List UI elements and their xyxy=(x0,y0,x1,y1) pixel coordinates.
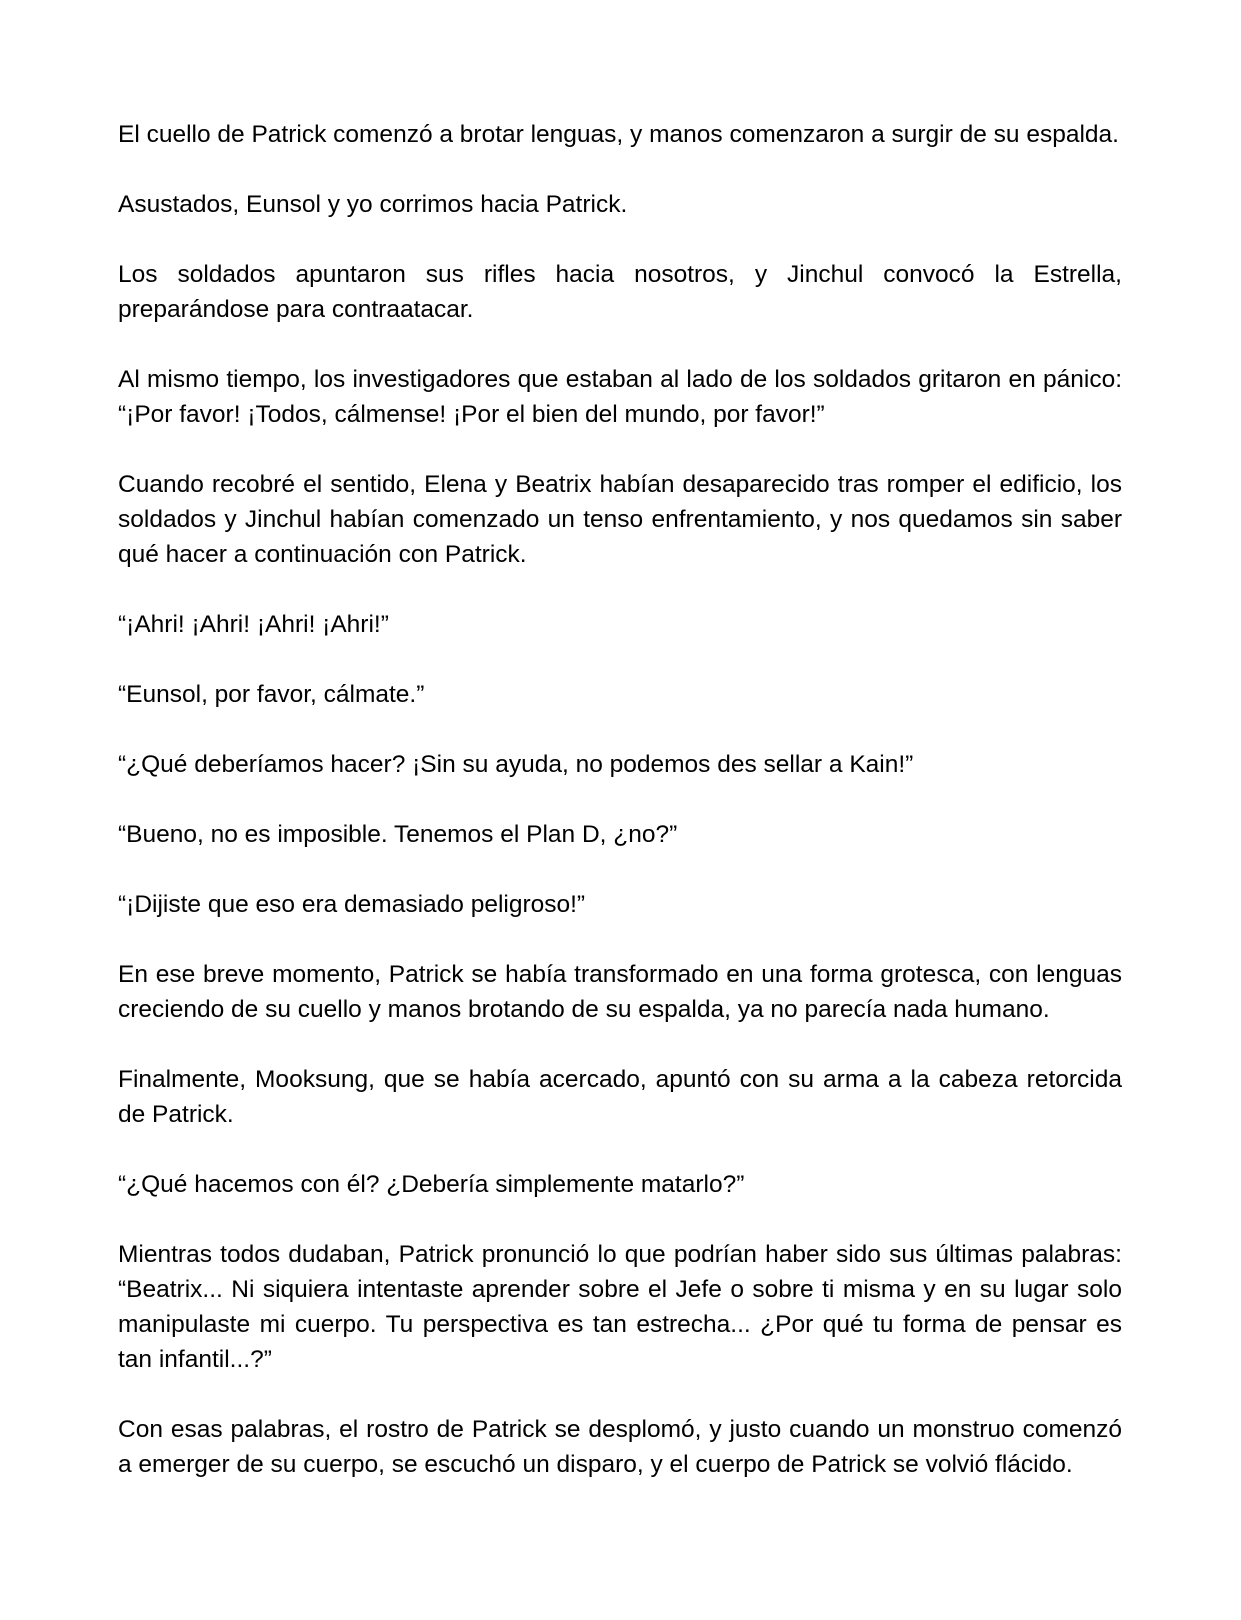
paragraph-8: “¿Qué deberíamos hacer? ¡Sin su ayuda, no podemos des sellar a Kain!” xyxy=(118,751,914,778)
paragraph-5: Cuando recobré el sentido, Elena y Beatrix habían desaparecido tras romper el edificio, los soldados y Jinchul habían comenzado un tenso enfrentamiento, y nos quedamos sin saber qué hacer a continuación con Patrick. xyxy=(118,471,1122,568)
paragraph-14: Mientras todos dudaban, Patrick pronunció lo que podrían haber sido sus últimas palabras: “Beatrix... Ni siquiera intentaste aprender sobre el Jefe o sobre ti misma y en su lugar solo manipulaste mi cuerpo. Tu perspectiva es tan estrecha... ¿Por qué tu forma de pensar es tan infantil...?” xyxy=(118,1241,1122,1373)
paragraph-2: Asustados, Eunsol y yo corrimos hacia Patrick. xyxy=(118,191,628,218)
paragraph-9: “Bueno, no es imposible. Tenemos el Plan D, ¿no?” xyxy=(118,821,678,848)
paragraph-7: “Eunsol, por favor, cálmate.” xyxy=(118,681,425,708)
paragraph-12: Finalmente, Mooksung, que se había acercado, apuntó con su arma a la cabeza retorcida de Patrick. xyxy=(118,1066,1122,1128)
paragraph-1: El cuello de Patrick comenzó a brotar lenguas, y manos comenzaron a surgir de su espalda. xyxy=(118,121,1119,148)
paragraph-13: “¿Qué hacemos con él? ¿Debería simplemente matarlo?” xyxy=(118,1171,745,1198)
paragraph-4: Al mismo tiempo, los investigadores que estaban al lado de los soldados gritaron en pánico: “¡Por favor! ¡Todos, cálmense! ¡Por el bien del mundo, por favor!” xyxy=(118,366,1122,428)
paragraph-10: “¡Dijiste que eso era demasiado peligroso!” xyxy=(118,891,586,918)
paragraph-11: En ese breve momento, Patrick se había transformado en una forma grotesca, con lenguas creciendo de su cuello y manos brotando de su espalda, ya no parecía nada humano. xyxy=(118,961,1122,1023)
document-page xyxy=(118,117,1122,1482)
paragraph-3: Los soldados apuntaron sus rifles hacia nosotros, y Jinchul convocó la Estrella, preparándose para contraatacar. xyxy=(118,261,1122,323)
paragraph-15: Con esas palabras, el rostro de Patrick se desplomó, y justo cuando un monstruo comenzó a emerger de su cuerpo, se escuchó un disparo, y el cuerpo de Patrick se volvió flácido. xyxy=(118,1416,1122,1478)
paragraph-6: “¡Ahri! ¡Ahri! ¡Ahri! ¡Ahri!” xyxy=(118,611,389,638)
